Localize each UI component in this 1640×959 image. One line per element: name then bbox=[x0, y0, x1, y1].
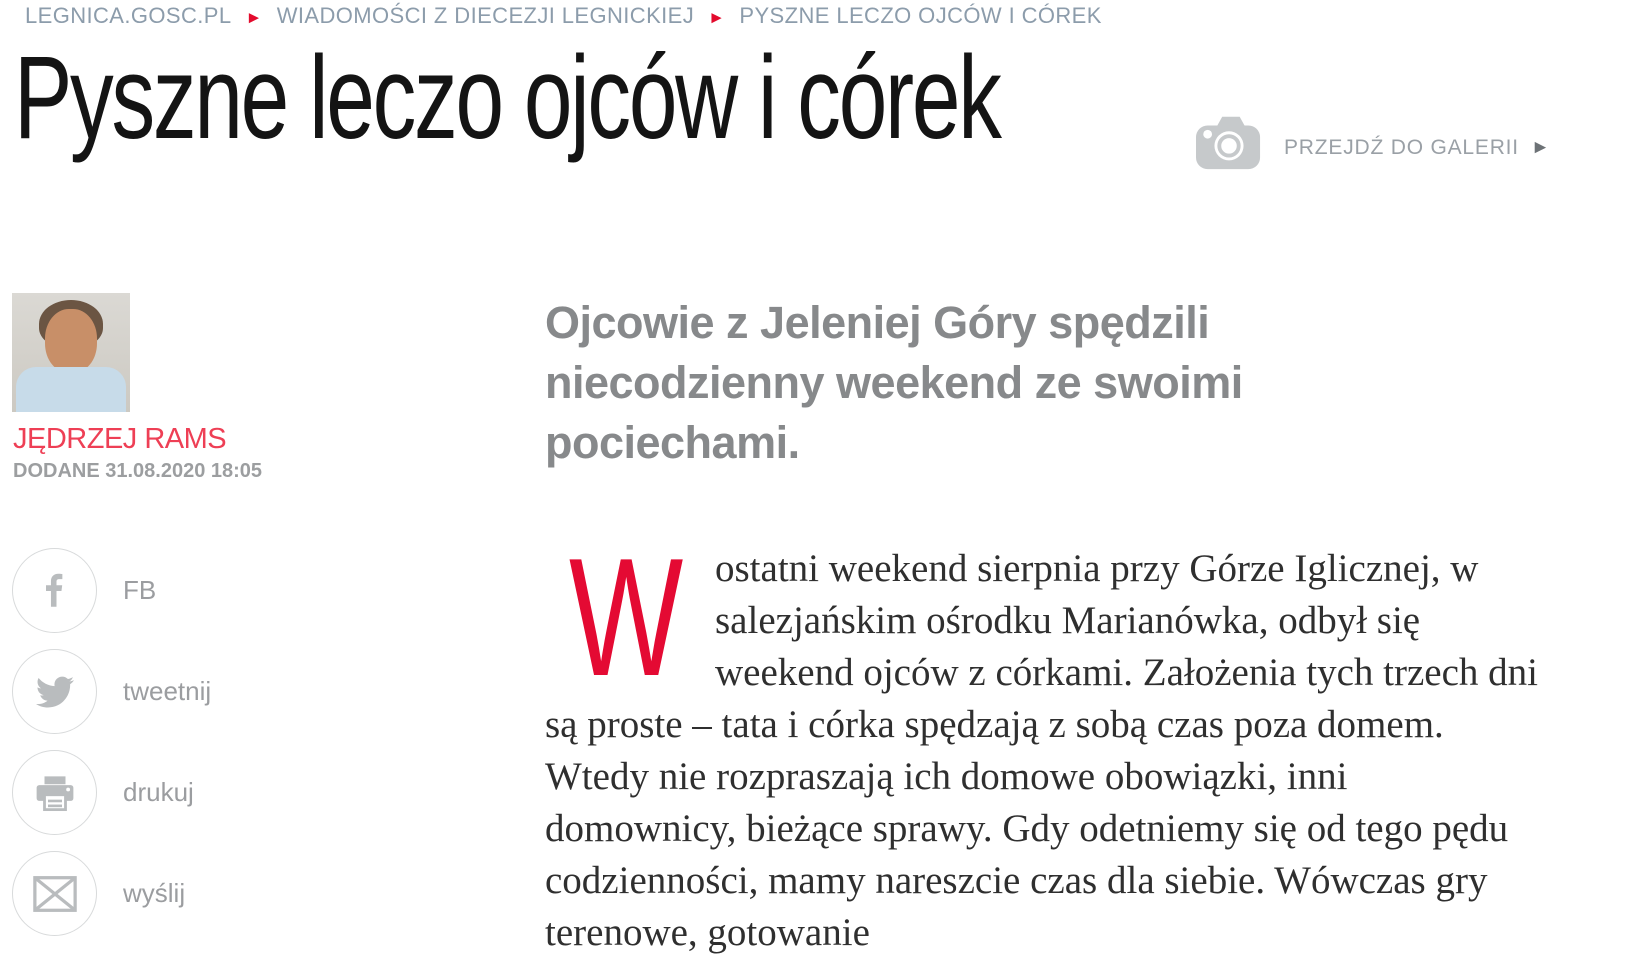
avatar-face-shape bbox=[45, 309, 97, 373]
share-twitter-button[interactable] bbox=[12, 649, 211, 734]
share-label: FB bbox=[123, 575, 157, 605]
breadcrumb-arrow-icon: ► bbox=[708, 7, 726, 27]
envelope-icon[interactable] bbox=[12, 851, 97, 936]
share-print-button[interactable] bbox=[12, 750, 211, 835]
article-body bbox=[545, 523, 1545, 959]
printer-icon[interactable] bbox=[12, 750, 97, 835]
gallery-link[interactable] bbox=[1196, 112, 1550, 175]
author-photo[interactable] bbox=[12, 293, 130, 412]
breadcrumb-current-page[interactable]: PYSZNE LECZO OJCÓW I CÓREK bbox=[739, 3, 1102, 28]
share-label: wyślij bbox=[123, 878, 186, 908]
dropcap-letter: W bbox=[569, 523, 684, 711]
page-title: Pyszne leczo ojców i córek bbox=[14, 32, 1000, 164]
breadcrumb-arrow-icon: ► bbox=[245, 7, 263, 27]
breadcrumb-link-home[interactable]: LEGNICA.GOSC.PL bbox=[25, 3, 232, 28]
gallery-link-label: PRZEJDŹ DO GALERII bbox=[1284, 135, 1519, 159]
share-email-button[interactable] bbox=[12, 851, 211, 936]
twitter-icon[interactable] bbox=[12, 649, 97, 734]
share-facebook-button[interactable] bbox=[12, 548, 211, 633]
share-toolbar bbox=[12, 548, 211, 936]
publish-date: DODANE 31.08.2020 18:05 bbox=[13, 460, 263, 482]
article-content bbox=[545, 293, 1545, 959]
share-label: drukuj bbox=[123, 777, 194, 807]
article-lead: Ojcowie z Jeleniej Góry spędzili niecodzienny weekend ze swoimi pociechami. bbox=[545, 297, 1243, 468]
breadcrumb-link-section[interactable]: WIADOMOŚCI Z DIECEZJI LEGNICKIEJ bbox=[276, 3, 695, 28]
author-name-link[interactable]: JĘDRZEJ RAMS bbox=[13, 423, 227, 455]
gallery-arrow-icon: ► bbox=[1530, 137, 1550, 158]
avatar-shirt-shape bbox=[16, 367, 126, 412]
camera-icon[interactable] bbox=[1196, 112, 1262, 175]
breadcrumb bbox=[25, 3, 1102, 29]
article-body-text: ostatni weekend sierpnia przy Górze Iglicznej, w salezjańskim ośrodku Marianówka, odbył się weekend ojców z córkami. Założenia tych trzech dni są proste – tata i córka spędzają z sobą czas poza domem. Wtedy nie rozpraszają ich domowe obowiązki, inni domownicy, bieżące sprawy. Gdy odetniemy się od tego pędu codzienności, mamy nareszcie czas dla siebie. Wówczas gry terenowe, gotowanie bbox=[545, 547, 1538, 954]
share-label: tweetnij bbox=[123, 676, 212, 706]
gallery-link-text bbox=[1284, 136, 1550, 160]
facebook-icon[interactable] bbox=[12, 548, 97, 633]
